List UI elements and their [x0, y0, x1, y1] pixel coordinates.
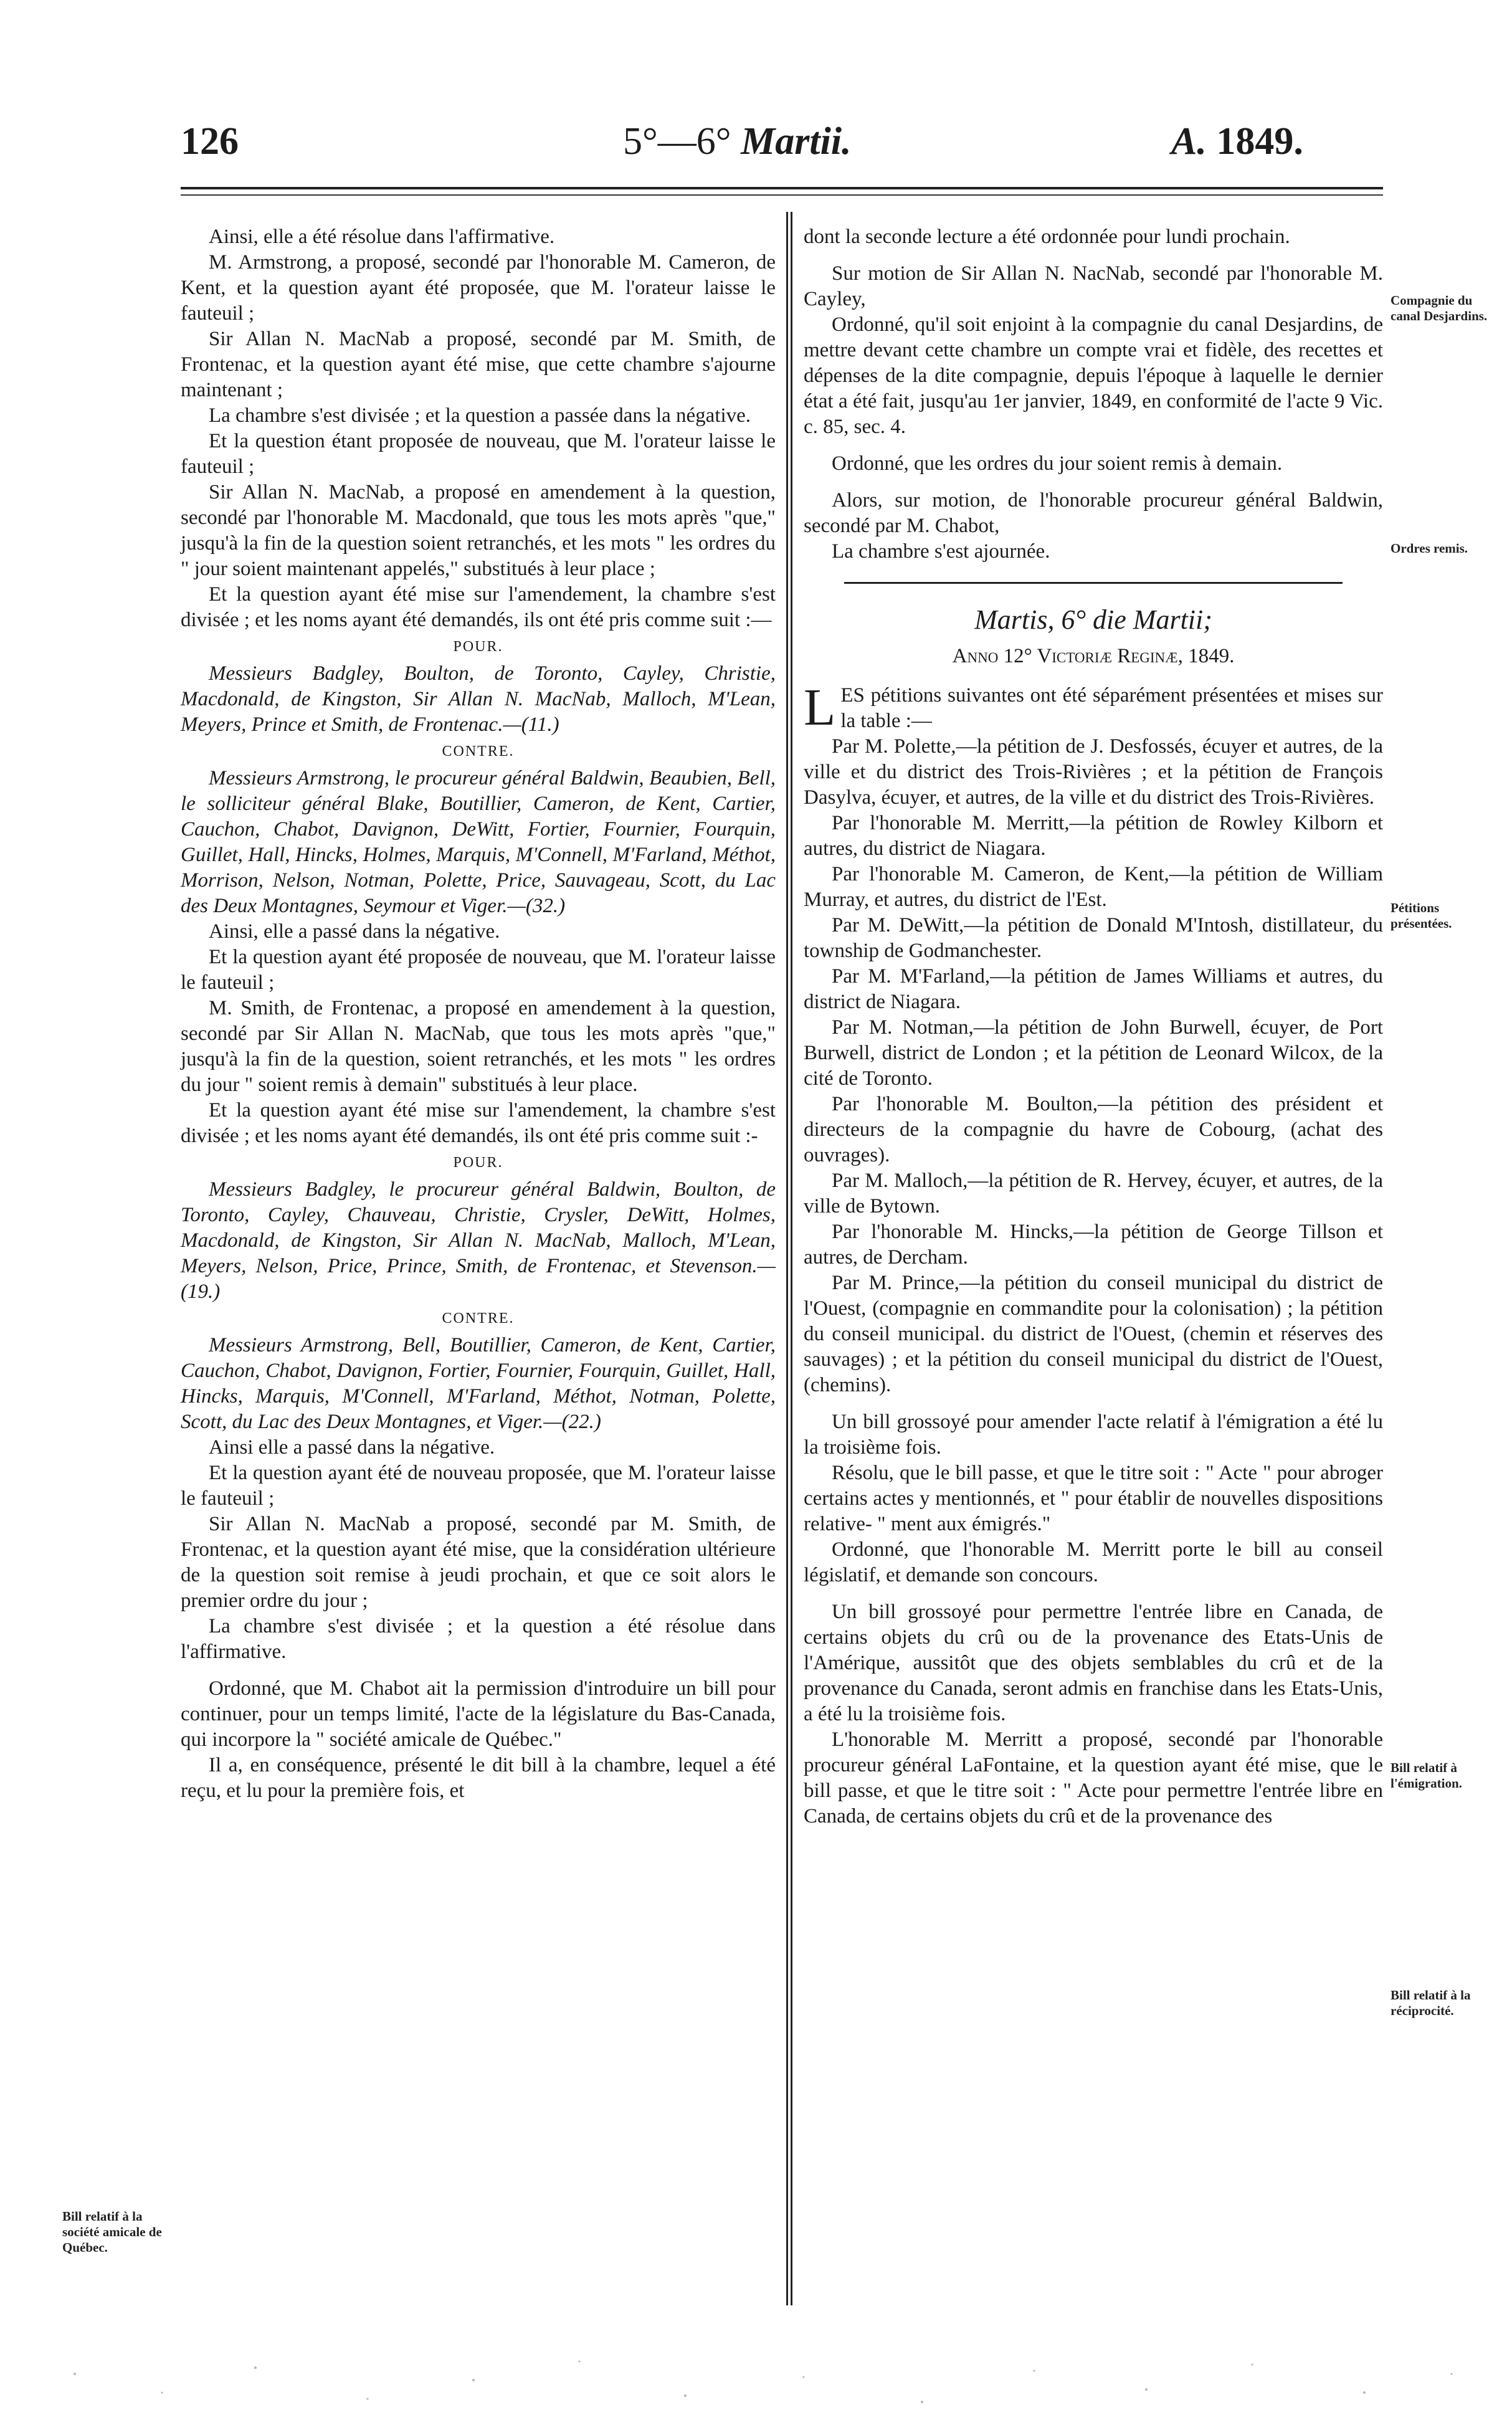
column-divider-inner: [791, 212, 792, 2305]
paragraph: Alors, sur motion, de l'honorable procureur général Baldwin, secondé par M. Chabot,: [804, 489, 1383, 537]
page-date: [623, 120, 852, 164]
petitions-intro: [804, 679, 1383, 736]
petitions-intro-text: ES pétitions suivantes ont été séparément présentées et mises sur la table :—: [840, 684, 1383, 732]
vote-pour-label: POUR.: [453, 639, 503, 655]
paragraph: M. Armstrong, a proposé, secondé par l'honorable M. Cameron, de Kent, et la question ayant été proposée, que M. l'orateur laisse le fauteuil ;: [181, 251, 776, 325]
ordonne-remis: Ordonné, que les ordres du jour soient remis à demain.: [832, 452, 1283, 475]
page-year: [1171, 120, 1303, 164]
petition-item: Par l'honorable M. Hincks,—la pétition de George Tillson et autres, de Dercham.: [804, 1221, 1383, 1269]
header-rule: [181, 187, 1383, 189]
day-heading: Martis, 6° die Martii;: [974, 604, 1212, 635]
petition-item: Par M. Polette,—la pétition de J. Desfossés, écuyer et autres, de la ville et du district des Trois-Rivières ; et la pétition de François Dasylva, écuyer, et autres, de la ville et du district des Trois-Rivières.: [804, 735, 1383, 809]
year-prefix: A.: [1171, 120, 1207, 163]
paragraph: Et la question ayant été mise sur l'amendement, la chambre s'est divisée ; et les noms ayant été demandés, ils ont été pris comme suit :-: [181, 1099, 776, 1147]
margin-note-ordres: Ordres remis.: [1391, 541, 1468, 556]
vote-pour-list: Messieurs Badgley, Boulton, de Toronto, Cayley, Christie, Macdonald, de Kingston, Sir Allan N. MacNab, Malloch, M'Lean, Meyers, Prince et Smith, de Frontenac.—(11.): [181, 662, 776, 736]
paragraph: Et la question ayant été proposée de nouveau, que M. l'orateur laisse le fauteuil ;: [181, 946, 776, 994]
bill-emigration: Un bill grossoyé pour amender l'acte relatif à l'émigration a été lu la troisième fois.: [804, 1411, 1383, 1459]
paragraph: M. Smith, de Frontenac, a proposé en amendement à la question, secondé par Sir Allan N. MacNab, que tous les mots après "que," jusqu'à la fin de la question, soient retranchés, et les mots " les ordres du jour " soient remis à demain" substitués à leur place.: [181, 997, 776, 1096]
vote-pour-label: POUR.: [453, 1155, 503, 1171]
vote-pour-list: Messieurs Badgley, le procureur général Baldwin, Boulton, de Toronto, Cayley, Chauveau, Christie, Crysler, DeWitt, Holmes, Macdonald, de Kingston, Sir Allan N. MacNab, Malloch, M'Lean, Meyers, Nelson, Price, Prince, Smith, de Frontenac, et Stevenson.—(19.): [181, 1178, 776, 1303]
petition-item: Par l'honorable M. Cameron, de Kent,—la pétition de William Murray, et autres, du district de l'Est.: [804, 863, 1383, 911]
vote-contre-label: CONTRE.: [442, 743, 515, 760]
paragraph: Sir Allan N. MacNab a proposé, secondé par M. Smith, de Frontenac, et la question ayant été mise, que cette chambre s'ajourne maintenant ;: [181, 328, 776, 401]
paragraph: La chambre s'est ajournée.: [832, 540, 1050, 563]
margin-note-petitions: Pétitions présentées.: [1391, 900, 1452, 931]
page-number: 126: [181, 120, 239, 163]
paragraph: Sir Allan N. MacNab, a proposé en amendement à la question, secondé par l'honorable M. Macdonald, que tous les mots après "que," jusqu'à la fin de la question soient retranchés, et les mots " les ordres du " jour soient maintenant appelés," substitués à leur place ;: [181, 481, 776, 580]
margin-note-reciprocite: Bill relatif à la réciprocité.: [1391, 1988, 1471, 2018]
header-rule-thin: [181, 194, 1383, 196]
petition-item: Par M. Notman,—la pétition de John Burwell, écuyer, de Port Burwell, district de London ; et la pétition de Leonard Wilcox, de la cité de Toronto.: [804, 1016, 1383, 1090]
petition-item: Par M. DeWitt,—la pétition de Donald M'Intosh, distillateur, du township de Godmanchester.: [804, 914, 1383, 962]
ordonne-merritt: Ordonné, que l'honorable M. Merritt porte le bill au conseil législatif, et demande son concours.: [804, 1538, 1383, 1586]
bill-reciprocite: Un bill grossoyé pour permettre l'entrée libre en Canada, de certains objets du crû ou de la provenance des Etats-Unis de l'Amérique, aussitôt que des objets semblables du crû et de la provenance du Canada, seront admis en franchise dans les Etats-Unis, a été lu la troisième fois.: [804, 1601, 1383, 1725]
paragraph: Ainsi, elle a passé dans la négative.: [209, 920, 500, 943]
paragraph: Ainsi elle a passé dans la négative.: [209, 1436, 495, 1459]
ordonne-chabot: Ordonné, que M. Chabot ait la permission d'introduire un bill pour continuer, pour un temps limité, l'acte de la législature du Bas-Canada, qui incorpore la " société amicale de Québec.": [181, 1677, 776, 1751]
paragraph: La chambre s'est divisée ; et la question a été résolue dans l'affirmative.: [181, 1615, 776, 1663]
paragraph: Sir Allan N. MacNab a proposé, secondé par M. Smith, de Frontenac, et la question ayant été mise, que la considération ultérieure de la question soit remise à jeudi prochain, et que ce soit alors le premier ordre du jour ;: [181, 1513, 776, 1612]
ordonne-desjardins: Ordonné, qu'il soit enjoint à la compagnie du canal Desjardins, de mettre devant cette chambre un compte vrai et fidèle, des recettes et dépenses de la dite compagnie, depuis l'époque à laquelle le dernier état a été fait, jusqu'au 1er janvier, 1849, en conformité de l'acte 9 Vic. c. 85, sec. 4.: [804, 313, 1383, 438]
drop-cap: L: [804, 679, 836, 736]
resolu-emigration: Résolu, que le bill passe, et que le titre soit : " Acte " pour abroger certains actes y mentionnés, et " pour établir de nouvelles dispositions relative- " ment aux émigrés.": [804, 1462, 1383, 1535]
anno-line: Anno 12° Victoriæ Reginæ, 1849.: [952, 645, 1235, 667]
merritt-propose: L'honorable M. Merritt a proposé, secondé par l'honorable procureur général LaFontaine, et la question ayant été mise, que le bill passe, et que le titre soit : " Acte pour permettre l'entrée libre en Canada, de certains objets du crû et de la provenance des: [804, 1728, 1383, 1827]
vote-contre-list: Messieurs Armstrong, le procureur général Baldwin, Beaubien, Bell, le solliciteur général Blake, Boutillier, Cameron, de Kent, Cartier, Cauchon, Chabot, Davignon, DeWitt, Fortier, Fournier, Fourquin, Guillet, Hall, Hincks, Holmes, Marquis, M'Connell, M'Farland, Méthot, Morrison, Nelson, Notman, Polette, Price, Sauvageau, Scott, du Lac des Deux Montagnes, Seymour et Viger.—(32.): [181, 767, 776, 917]
column-divider: [786, 212, 788, 2305]
petition-item: Par M. Prince,—la pétition du conseil municipal du district de l'Ouest, (compagnie en commandite pour la colonisation) ; la pétition du conseil municipal. du district de l'Ouest, (chemin et réserves des sauvages) ; et la pétition du conseil municipal du district de l'Ouest, (chemins).: [804, 1272, 1383, 1396]
left-column: [181, 224, 776, 1804]
vote-contre-label: CONTRE.: [442, 1310, 515, 1327]
right-column: [804, 224, 1383, 1829]
section-rule: [844, 582, 1343, 584]
date-prefix: 5°—6°: [623, 120, 731, 163]
petition-item: Par M. Malloch,—la pétition de R. Hervey, écuyer, et autres, de la ville de Bytown.: [804, 1170, 1383, 1217]
year-value: 1849.: [1216, 120, 1303, 163]
petition-item: Par M. M'Farland,—la pétition de James Williams et autres, du district de Niagara.: [804, 965, 1383, 1013]
petition-item: Par l'honorable M. Merritt,—la pétition de Rowley Kilborn et autres, du district de Niagara.: [804, 812, 1383, 860]
margin-note-desjardins: Compagnie du canal Desjardins.: [1391, 293, 1488, 323]
date-word: Martii.: [741, 120, 852, 163]
margin-note-emigration: Bill relatif à l'émigration.: [1391, 1760, 1462, 1791]
petition-item: Par l'honorable M. Boulton,—la pétition des président et directeurs de la compagnie du havre de Cobourg, (achat des ouvrages).: [804, 1093, 1383, 1166]
paragraph: Et la question ayant été mise sur l'amendement, la chambre s'est divisée ; et les noms ayant été demandés, ils ont été pris comme suit :—: [181, 583, 776, 631]
paragraph: dont la seconde lecture a été ordonnée pour lundi prochain.: [804, 226, 1290, 248]
paragraph: Et la question ayant été de nouveau proposée, que M. l'orateur laisse le fauteuil ;: [181, 1462, 776, 1510]
margin-note-societe: Bill relatif à la société amicale de Québec.: [62, 2209, 162, 2255]
paragraph: Et la question étant proposée de nouveau, que M. l'orateur laisse le fauteuil ;: [181, 430, 776, 478]
print-speckle: [0, 2349, 1512, 2418]
paragraph: La chambre s'est divisée ; et la question a passée dans la négative.: [209, 404, 751, 427]
paragraph: Sur motion de Sir Allan N. NacNab, secondé par l'honorable M. Cayley,: [804, 262, 1383, 310]
paragraph: Il a, en conséquence, présenté le dit bill à la chambre, lequel a été reçu, et lu pour la première fois, et: [181, 1754, 776, 1802]
paragraph: Ainsi, elle a été résolue dans l'affirmative.: [209, 226, 555, 248]
vote-contre-list: Messieurs Armstrong, Bell, Boutillier, Cameron, de Kent, Cartier, Cauchon, Chabot, Davignon, Fortier, Fournier, Fourquin, Guillet, Hall, Hincks, Marquis, M'Connell, M'Farland, Méthot, Notman, Polette, Scott, du Lac des Deux Montagnes, et Viger.—(22.): [181, 1334, 776, 1433]
